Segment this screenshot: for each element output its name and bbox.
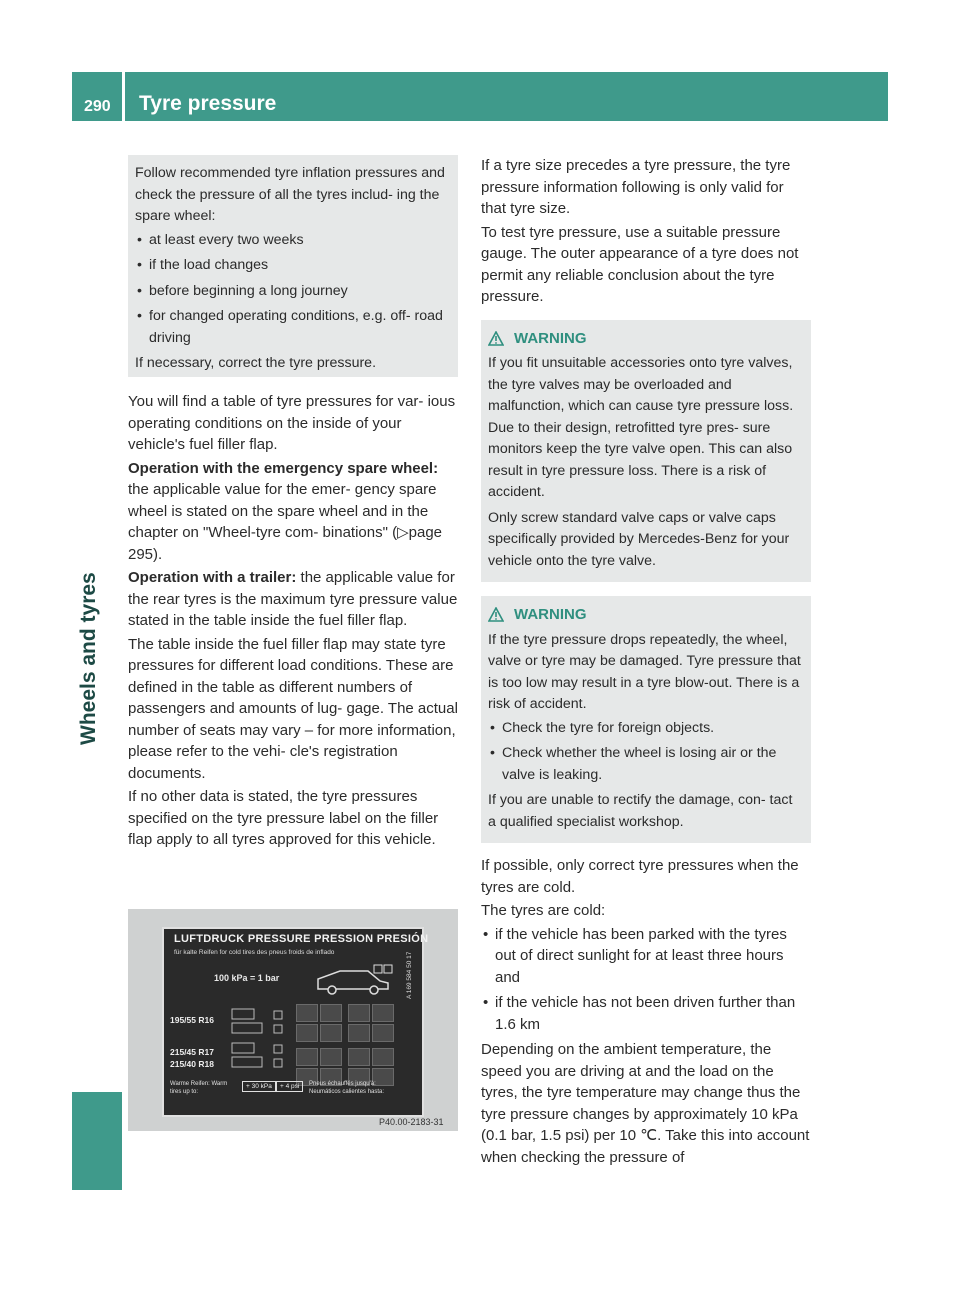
paragraph: You will find a table of tyre pressures for var- ious operating conditions on the inside of your vehicle's fuel filler flap.: [128, 393, 456, 453]
paragraph: Depending on the ambient temperature, the speed you are driving at and the load on the tyres, the tyre temperature may change thus the tyre pressure changes by approximately 10 kPa (0.1 bar, 1.5 psi) per 10 ℃. Take this into account when checking the pressure of: [481, 1041, 810, 1166]
grid-cell: [320, 1048, 342, 1066]
right-column: [481, 155, 811, 1170]
paragraph: [128, 458, 458, 566]
warning-text: If you are unable to rectify the damage, con- tact a qualified specialist workshop.: [488, 792, 793, 830]
warning-box: [481, 596, 811, 843]
grid-cell: [372, 1048, 394, 1066]
left-column: [128, 155, 458, 853]
paragraph-text: the applicable value for the emer- gency spare wheel is stated on the spare wheel and in the chapter on "Wheel-tyre com- binations" (: [128, 481, 437, 541]
grid-cell: [296, 1004, 318, 1022]
car-load-icon: [314, 963, 394, 997]
grid-cell: [372, 1004, 394, 1022]
page-number-tab: [72, 72, 122, 121]
paragraph: The tyres are cold:: [481, 902, 606, 919]
list-item: • if the vehicle has not been driven further than 1.6 km: [481, 992, 811, 1035]
label-title: LUFTDRUCK PRESSURE PRESSION PRESIÓN: [174, 933, 429, 945]
grid-cell: [348, 1048, 370, 1066]
list-item: • Check whether the wheel is losing air or the valve is leaking.: [488, 743, 804, 786]
grid-cell: [320, 1004, 342, 1022]
grid-cell: [348, 1024, 370, 1042]
page-reference-link[interactable]: page 295: [128, 524, 443, 563]
warning-icon: [488, 331, 504, 346]
warm-tyres-note: Warme Reifen: Warm tires up to:: [170, 1081, 228, 1095]
paragraph: If a tyre size precedes a tyre pressure, the tyre pressure information following is only valid for that tyre size.: [481, 157, 791, 217]
paragraph-text: ).: [153, 545, 163, 563]
page-ref-arrow-icon: ▷: [397, 524, 409, 541]
passenger-luggage-icons: [230, 1007, 290, 1073]
paragraph: The table inside the fuel filler flap may state tyre pressures for different load conditions. These are defined in the table as different numbers of passengers and amounts of lug- gage. The actual number of seats may vary – for more information, please refer to the vehi- cle's registration documents.: [128, 635, 458, 782]
grid-cell: [296, 1048, 318, 1066]
tyre-size: 195/55 R16: [170, 1015, 214, 1025]
label-unit-note: 100 kPa = 1 bar: [214, 973, 280, 983]
paragraph: If possible, only correct tyre pressures when the tyres are cold.: [481, 857, 799, 896]
label-part-number: A 169 584 50 17: [406, 951, 413, 999]
cold-tyres-list: [481, 924, 811, 1036]
paragraph: If no other data is stated, the tyre pressures specified on the tyre pressure label on the filler flap apply to all tyres approved for this vehicle.: [128, 788, 439, 848]
header-bar: [125, 72, 888, 121]
warning-icon: [488, 607, 504, 622]
figure-id: P40.00-2183-31: [379, 1117, 444, 1127]
info-list: [135, 230, 451, 350]
info-box: [128, 155, 458, 377]
tyre-size: 215/40 R18: [170, 1059, 214, 1069]
warning-text: Only screw standard valve caps or valve caps specifically provided by Mercedes-Benz for your vehicle onto the tyre valve.: [488, 509, 790, 569]
list-item: • for changed operating conditions, e.g. off- road driving: [135, 306, 451, 349]
warning-heading: [488, 328, 804, 350]
paragraph-heading: Operation with a trailer:: [128, 569, 297, 586]
list-item: • before beginning a long journey: [135, 281, 451, 303]
paragraph: To test tyre pressure, use a suitable pressure gauge. The outer appearance of a tyre does not permit any reliable conclusion about the tyre pressure.: [481, 223, 799, 305]
warm-tyres-note-fr-es: Pneus échauffés jusqu'à: Neumáticos calientes hasta:: [309, 1081, 385, 1095]
warning-list: [488, 718, 804, 787]
side-tab-label: Wheels and tyres: [77, 572, 100, 745]
warning-title: WARNING: [514, 606, 587, 623]
tyre-pressure-label: [162, 927, 429, 1117]
grid-cell: [320, 1024, 342, 1042]
tyre-pressure-label-figure: [128, 909, 458, 1131]
side-tab-marker: [72, 1092, 122, 1190]
grid-cell: [348, 1004, 370, 1022]
paragraph: [128, 567, 458, 632]
warm-delta-kpa: + 30 kPa: [242, 1081, 276, 1092]
page-number: 290: [84, 98, 111, 115]
paragraph-text: the applicable value for the rear tyres is the maximum tyre pressure value stated in the table inside the fuel filler flap.: [128, 569, 458, 629]
tyre-size: 215/45 R17: [170, 1047, 214, 1057]
list-item: • if the vehicle has been parked with the tyres out of direct sunlight for at least three hours and: [481, 924, 811, 989]
list-item: • at least every two weeks: [135, 230, 451, 252]
warning-text: If you fit unsuitable accessories onto tyre valves, the tyre valves may be overloaded and malfunction, which can cause tyre pressure loss. Due to their design, retrofitted tyre pres- sure monitors keep the tyre valve open. This can also result in tyre pressure loss. There is a risk of accident.: [488, 355, 794, 500]
warning-title: WARNING: [514, 329, 587, 347]
list-item: • Check the tyre for foreign objects.: [488, 718, 804, 740]
page-title: Tyre pressure: [139, 92, 277, 115]
grid-cell: [296, 1024, 318, 1042]
warning-text: If the tyre pressure drops repeatedly, the wheel, valve or tyre may be damaged. Tyre pressure that is too low may result in a tyre blow-out. There is a risk of accident.: [488, 631, 801, 712]
grid-cell: [372, 1024, 394, 1042]
list-item: • if the load changes: [135, 255, 451, 277]
warning-heading: [488, 604, 804, 626]
warning-box: [481, 320, 811, 583]
paragraph-heading: Operation with the emergency spare wheel:: [128, 459, 439, 477]
info-intro: Follow recommended tyre inflation pressures and check the pressure of all the tyres includ- ing the spare wheel:: [135, 165, 445, 224]
label-subtitle: für kalte Reifen for cold tires des pneus froids de inflado: [174, 949, 335, 956]
warm-delta-psi: + 4 psi: [276, 1081, 303, 1092]
info-outro: If necessary, correct the tyre pressure.: [135, 355, 377, 371]
